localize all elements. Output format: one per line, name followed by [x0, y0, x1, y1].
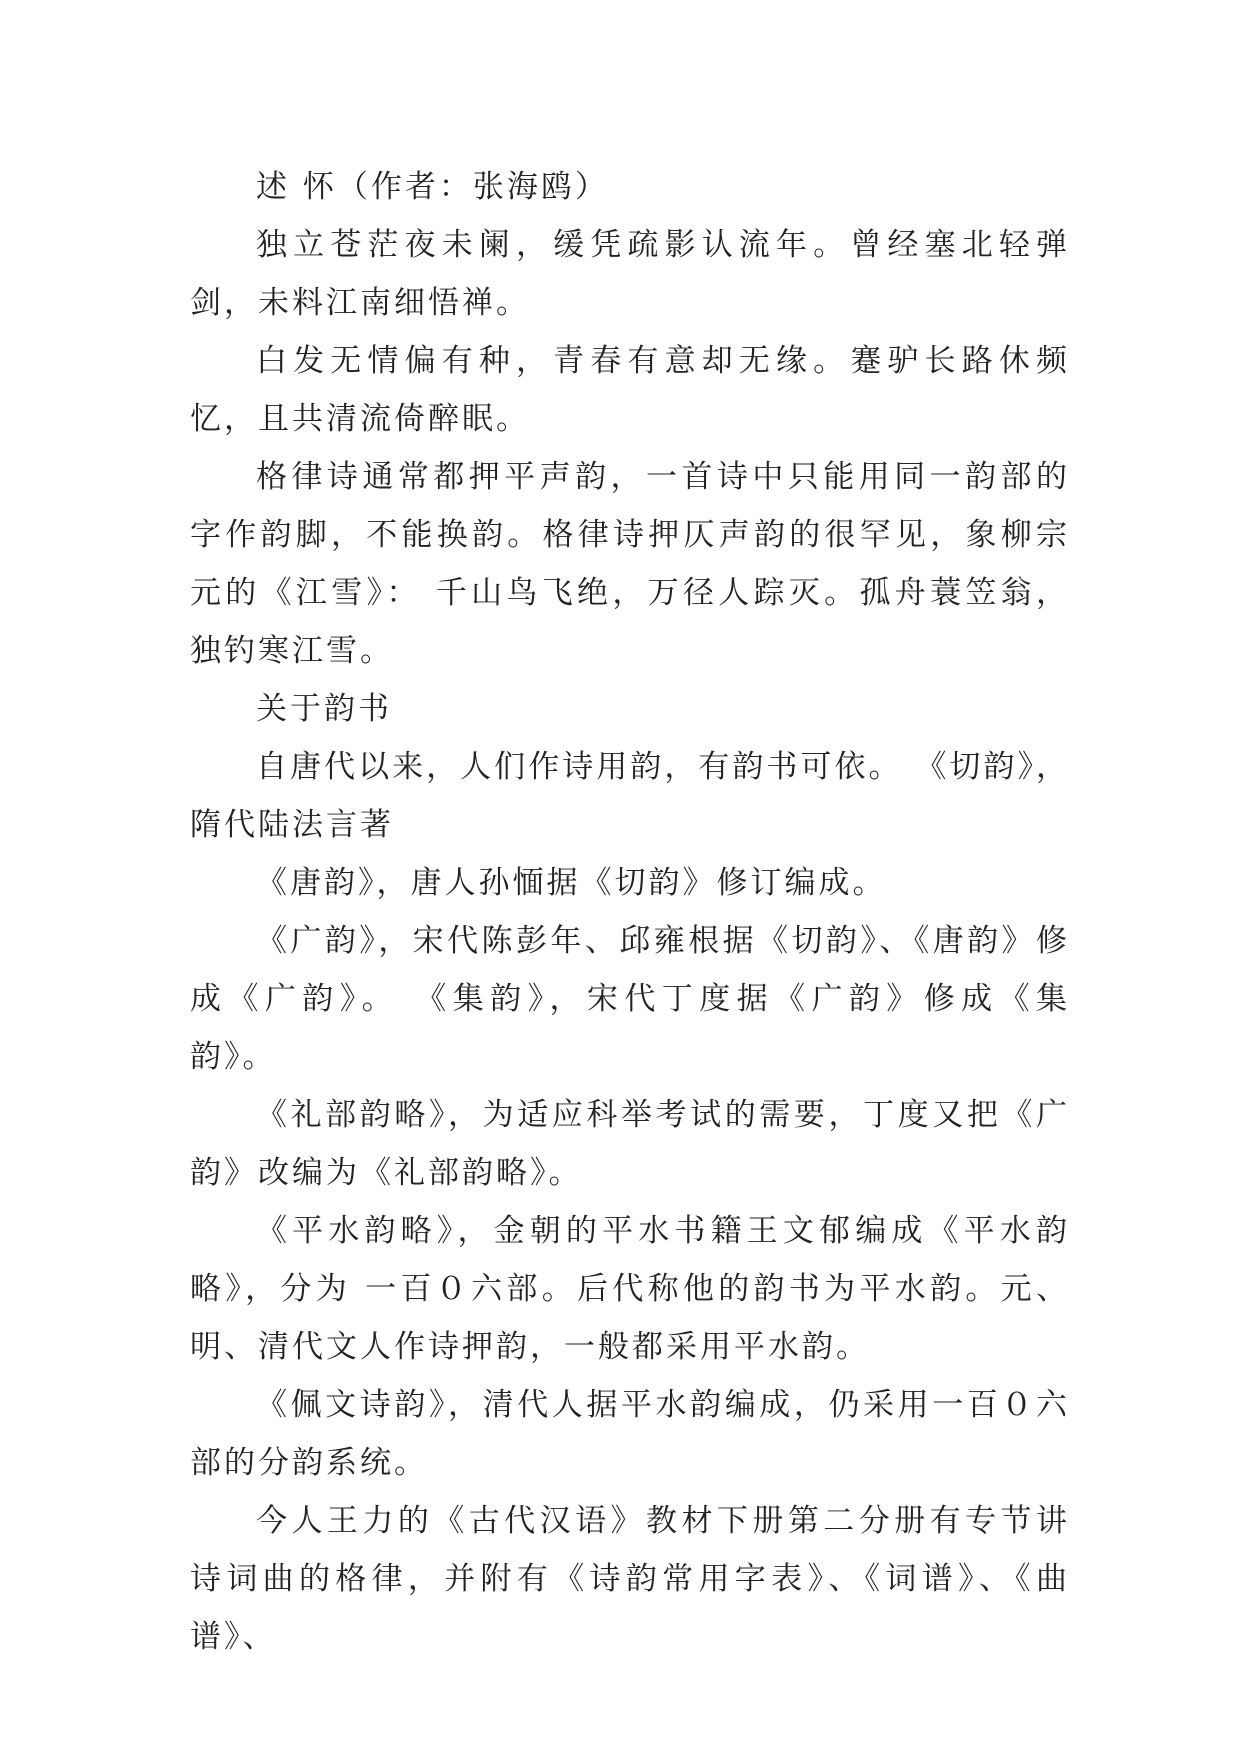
paragraph-tangyun: 《唐韵》，唐人孙愐据《切韵》修订编成。 — [256, 865, 887, 901]
paragraph-libu-yunlue: 《礼部韵略》，为适应科举考试的需要，丁度又把《广韵》改编为《礼部韵略》。 — [190, 1097, 1070, 1191]
document-body — [190, 158, 1070, 1666]
paragraph-peiwen-shiyun: 《佩文诗韵》，清代人据平水韵编成，仍采用一百０六部的分韵系统。 — [190, 1387, 1070, 1481]
paragraph-guangyun: 《广韵》，宋代陈彭年、邱雍根据《切韵》、《唐韵》修成《广韵》。 《集韵》，宋代丁度据《广韵》修成《集韵》。 — [190, 923, 1070, 1075]
paragraph-wangli: 今人王力的《古代汉语》教材下册第二分册有专节讲诗词曲的格律，并附有《诗韵常用字表》、《词谱》、《曲谱》、 — [190, 1503, 1070, 1655]
paragraph-rhyme-rules: 格律诗通常都押平声韵，一首诗中只能用同一韵部的字作韵脚，不能换韵。格律诗押仄声韵的很罕见，象柳宗元的《江雪》： 千山鸟飞绝，万径人踪灭。孤舟蓑笠翁，独钓寒江雪。 — [190, 459, 1070, 669]
poem-stanza-1: 独立苍茫夜未阑，缓凭疏影认流年。曾经塞北轻弹剑，未料江南细悟禅。 — [190, 227, 1070, 321]
paragraph-qieyun: 自唐代以来，人们作诗用韵，有韵书可依。 《切韵》，隋代陆法言著 — [190, 749, 1070, 843]
poem-title: 述 怀（作者：张海鸥） — [256, 169, 609, 205]
section-heading-rhyme-books: 关于韵书 — [256, 691, 392, 727]
paragraph-pingshui-yunlue: 《平水韵略》，金朝的平水书籍王文郁编成《平水韵略》，分为 一百０六部。后代称他的韵书为平水韵。元、明、清代文人作诗押韵，一般都采用平水韵。 — [190, 1213, 1070, 1365]
poem-stanza-2: 白发无情偏有种，青春有意却无缘。蹇驴长路休频忆，且共清流倚醉眠。 — [190, 343, 1070, 437]
